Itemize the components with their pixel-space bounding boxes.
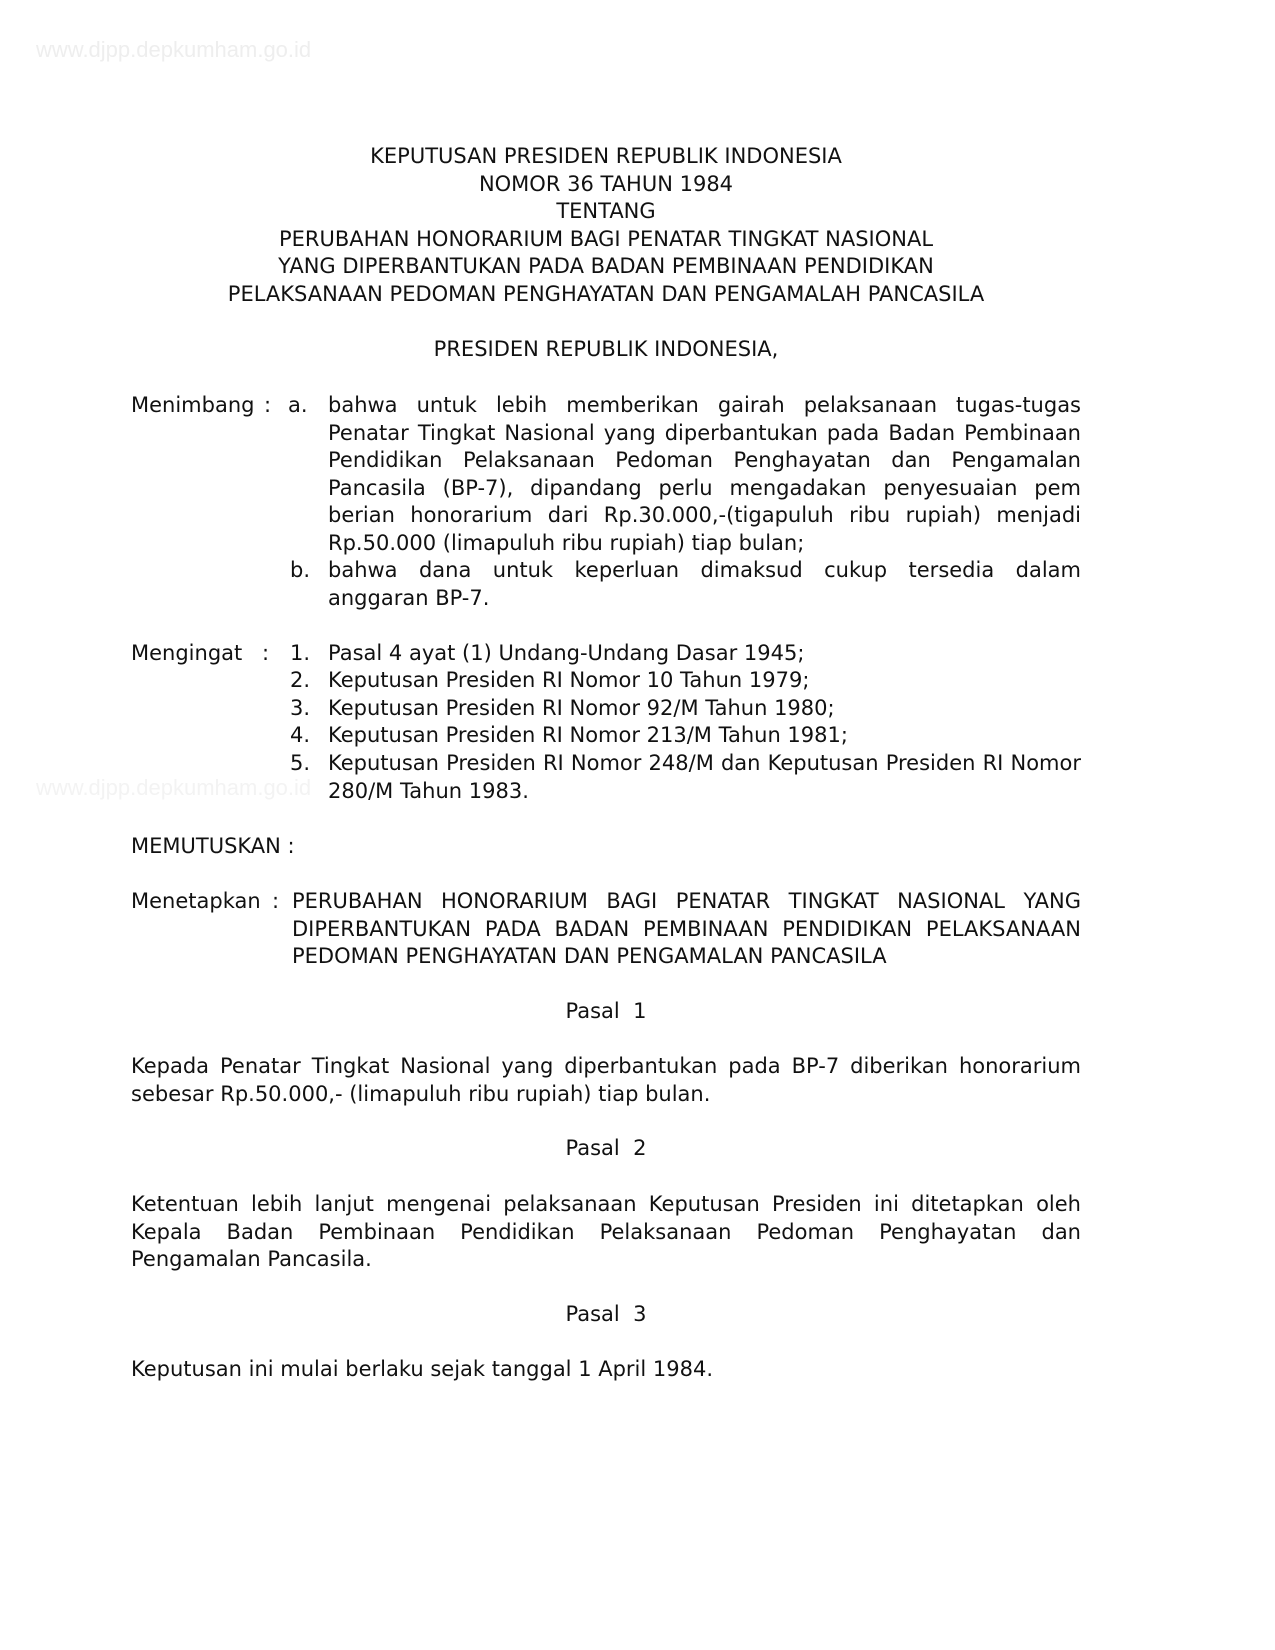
colon: :	[262, 641, 270, 665]
pasal-1-text: Kepada Penatar Tingkat Nasional yang diperbantukan pada BP-7 diberikan honorarium sebesar Rp.50.000,- (limapuluh ribu rupiah) tiap bulan.	[131, 1054, 1081, 1106]
colon: :	[264, 393, 272, 417]
item-text: Keputusan Presiden RI Nomor 213/M Tahun 1981;	[328, 723, 848, 747]
title-line: PERUBAHAN HONORARIUM BAGI PENATAR TINGKAT NASIONAL	[278, 226, 934, 251]
item-text: Keputusan Presiden RI Nomor 248/M dan Keputusan Presiden RI Nomor 280/M Tahun 1983.	[328, 751, 1081, 803]
title-line: YANG DIPERBANTUKAN PADA BADAN PEMBINAAN PENDIDIKAN	[278, 254, 934, 278]
item-text: bahwa dana untuk keperluan dimaksud cukup tersedia dalam anggaran BP-7.	[328, 558, 1081, 610]
pasal-1-heading: Pasal 1	[565, 999, 647, 1023]
pasal-3-heading: Pasal 3	[565, 1302, 647, 1326]
colon: :	[272, 889, 280, 913]
title-line: PELAKSANAAN PEDOMAN PENGHAYATAN DAN PENGAMALAH PANCASILA	[227, 281, 985, 306]
mengingat-label: Mengingat	[131, 641, 243, 665]
pasal-2-text: Ketentuan lebih lanjut mengenai pelaksanaan Keputusan Presiden ini ditetapkan oleh Kepala Badan Pembinaan Pendidikan Pelaksanaan Pedoman Penghayatan dan Pengamalan Pancasila.	[131, 1192, 1081, 1271]
menetapkan-label: Menetapkan	[131, 889, 261, 913]
item-mark: 5.	[290, 751, 311, 775]
item-text: Keputusan Presiden RI Nomor 92/M Tahun 1980;	[328, 696, 835, 720]
title-line: TENTANG	[556, 199, 656, 223]
memutuskan-heading: MEMUTUSKAN :	[131, 834, 295, 858]
item-mark: b.	[290, 558, 311, 582]
document-title	[131, 143, 1081, 308]
item-mark: 4.	[290, 723, 311, 747]
item-mark: a.	[288, 393, 308, 417]
menetapkan-text: PERUBAHAN HONORARIUM BAGI PENATAR TINGKAT NASIONAL YANG DIPERBANTUKAN PADA BADAN PEMBINAAN PENDIDIKAN PELAKSANAAN PEDOMAN PENGHAYATAN DAN PENGAMALAN PANCASILA	[292, 889, 1081, 968]
title-line: KEPUTUSAN PRESIDEN REPUBLIK INDONESIA	[370, 144, 842, 168]
menimbang-label: Menimbang	[131, 393, 255, 417]
item-text: Keputusan Presiden RI Nomor 10 Tahun 1979;	[328, 668, 810, 692]
item-text: bahwa untuk lebih memberikan gairah pelaksanaan tugas-tugas Penatar Tingkat Nasional yang diperbantukan pada Badan Pembinaan Pendidikan Pelaksanaan Pedoman Penghayatan dan Pengamalan Pancasila (BP-7), dipandang perlu mengadakan penyesuaian pem berian honorarium dari Rp.30.000,-(tigapuluh ribu rupiah) menjadi Rp.50.000 (limapuluh ribu rupiah) tiap bulan;	[328, 393, 1081, 555]
watermark: www.djpp.depkumham.go.id	[36, 37, 312, 62]
item-text: Pasal 4 ayat (1) Undang-Undang Dasar 1945;	[328, 641, 805, 665]
item-mark: 3.	[290, 696, 311, 720]
pasal-2-heading: Pasal 2	[565, 1136, 647, 1160]
pasal-3-text: Keputusan ini mulai berlaku sejak tanggal 1 April 1984.	[131, 1357, 714, 1381]
president-heading: PRESIDEN REPUBLIK INDONESIA,	[433, 337, 779, 361]
watermark-faint: www.djpp.depkumham.go.id	[36, 775, 312, 800]
title-line: NOMOR 36 TAHUN 1984	[478, 171, 734, 196]
item-mark: 2.	[290, 668, 311, 692]
item-mark: 1.	[290, 641, 311, 665]
